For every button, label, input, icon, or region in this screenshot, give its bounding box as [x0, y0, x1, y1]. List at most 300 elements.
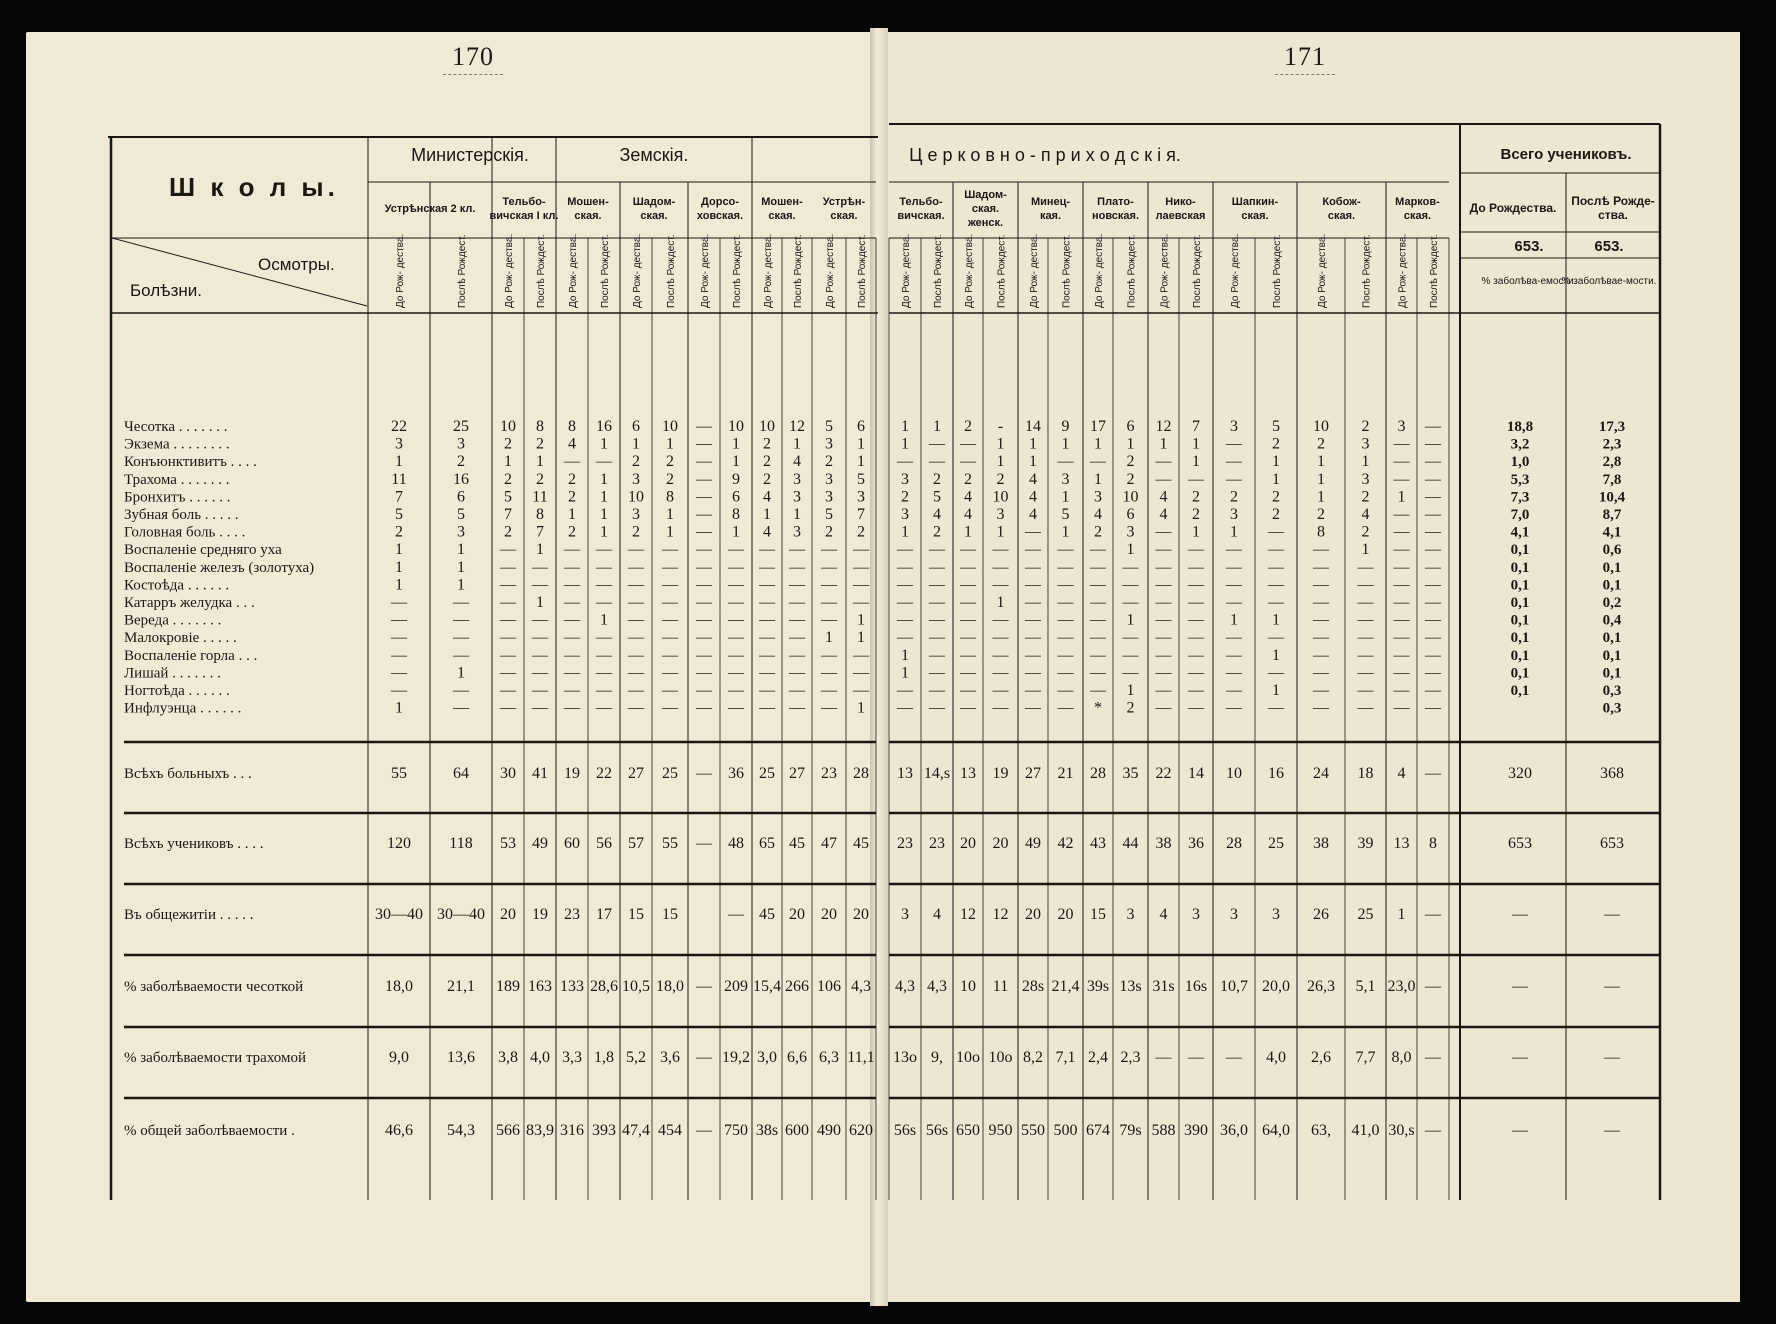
- disease-value: 3: [825, 435, 833, 453]
- disease-value: 22: [391, 418, 407, 435]
- disease-value: 3: [825, 470, 833, 488]
- disease-value: —: [1188, 664, 1204, 682]
- total-pupils-before: 653.: [1514, 238, 1544, 255]
- summary-value: 13,6: [447, 1049, 475, 1066]
- disease-total: 2,3: [1602, 436, 1622, 453]
- disease-value: —: [696, 699, 712, 717]
- disease-value: 2: [964, 418, 972, 435]
- summary-value: 3: [1192, 906, 1200, 923]
- sub-header: Послѣ Рождест.: [1361, 234, 1373, 308]
- disease-value: —: [960, 664, 976, 682]
- sub-header: Послѣ Рождест.: [1272, 234, 1283, 308]
- disease-value: 11: [391, 470, 407, 488]
- disease-total: 7,3: [1510, 489, 1530, 506]
- disease-value: —: [1057, 558, 1074, 576]
- disease-value: —: [929, 682, 945, 699]
- summary-value: —: [1425, 1122, 1441, 1139]
- disease-value: —: [696, 523, 712, 541]
- disease-value: —: [1425, 470, 1441, 488]
- disease-value: 2: [568, 470, 576, 488]
- disease-value: —: [789, 682, 805, 699]
- disease-value: 5: [933, 488, 941, 506]
- disease-value: —: [696, 541, 712, 559]
- disease-value: —: [500, 699, 516, 717]
- disease-value: —: [1425, 418, 1441, 435]
- disease-name: Экзема . . . . . . . .: [124, 436, 230, 453]
- summary-total: —: [1512, 1122, 1528, 1139]
- summary-total: —: [1604, 1122, 1620, 1139]
- disease-value: 2: [536, 435, 544, 453]
- summary-value: 4,3: [851, 978, 871, 995]
- disease-value: —: [696, 629, 712, 647]
- disease-value: —: [929, 576, 945, 594]
- summary-value: 11,1: [847, 1049, 875, 1066]
- disease-name: Лишай . . . . . . .: [124, 665, 221, 682]
- summary-value: 45: [789, 835, 805, 852]
- summary-value: —: [728, 906, 744, 923]
- disease-value: 2: [666, 453, 674, 471]
- disease-value: —: [1357, 629, 1374, 647]
- disease-value: 2: [996, 470, 1005, 488]
- summary-total: —: [1512, 978, 1528, 995]
- disease-value: —: [1425, 558, 1441, 576]
- disease-value: —: [662, 664, 678, 682]
- summary-value: 8,2: [1023, 1049, 1043, 1066]
- disease-value: 1: [793, 506, 801, 523]
- disease-value: 1: [964, 523, 972, 541]
- disease-value: 3: [996, 506, 1005, 523]
- disease-value: —: [929, 646, 945, 664]
- osmotry-label: Осмотры.: [258, 255, 335, 274]
- summary-value: 30—40: [375, 906, 423, 923]
- disease-total: 0,6: [1602, 542, 1622, 559]
- summary-value: 25: [1357, 906, 1374, 923]
- disease-value: —: [1090, 646, 1106, 664]
- disease-value: 2: [1272, 506, 1280, 523]
- disease-value: 7: [857, 506, 865, 523]
- summary-value: 27: [1025, 765, 1041, 782]
- summary-value: 20: [992, 835, 1009, 852]
- disease-name: Чесотка . . . . . . .: [124, 419, 228, 435]
- disease-total: 0,1: [1510, 542, 1530, 559]
- summary-value: 42: [1057, 835, 1074, 852]
- disease-value: —: [1313, 646, 1329, 664]
- disease-value: —: [696, 453, 712, 471]
- disease-value: 1: [666, 523, 674, 541]
- disease-value: 4: [793, 453, 801, 471]
- disease-value: —: [564, 646, 580, 664]
- group-parish: Ц е р к о в н о - п р и х о д с к i я.: [909, 145, 1181, 165]
- school-name: новская.: [1091, 210, 1140, 222]
- summary-total: 653: [1600, 835, 1624, 852]
- school-name: До Рождества.: [1469, 201, 1557, 215]
- summary-value: 49: [1025, 835, 1041, 852]
- disease-value: 1: [901, 418, 909, 435]
- summary-value: 20: [960, 835, 976, 852]
- disease-value: 1: [1126, 682, 1135, 699]
- disease-value: —: [1313, 611, 1329, 629]
- disease-value: 2: [1126, 699, 1135, 717]
- disease-value: —: [628, 611, 644, 629]
- sub-header: До Рож- дества.: [504, 233, 515, 308]
- disease-value: 10: [1313, 418, 1329, 435]
- summary-value: 21,4: [1051, 978, 1080, 995]
- disease-value: —: [628, 594, 644, 611]
- summary-value: 189: [496, 978, 520, 995]
- summary-name: % заболѣваемости трахомой: [124, 1050, 307, 1066]
- sub-header: Послѣ Рождест.: [666, 234, 677, 308]
- disease-value: —: [960, 594, 976, 611]
- disease-name: Катарръ желудка . . .: [124, 595, 255, 611]
- sub-header: До Рож- дества.: [568, 233, 579, 308]
- summary-value: 49: [532, 835, 548, 852]
- disease-value: 1: [457, 664, 465, 682]
- disease-value: —: [391, 611, 407, 629]
- sub-header: До Рож- дества.: [763, 233, 774, 308]
- total-pupils-after: 653.: [1594, 238, 1624, 255]
- disease-value: —: [1188, 699, 1204, 717]
- disease-value: 1: [536, 541, 544, 559]
- summary-value: 39s: [1086, 978, 1110, 995]
- disease-value: 10: [728, 418, 744, 435]
- disease-value: —: [929, 594, 945, 611]
- summary-value: 3,0: [757, 1049, 777, 1066]
- disease-total: 8,7: [1602, 507, 1622, 523]
- disease-value: —: [1188, 682, 1204, 699]
- disease-value: 2: [857, 523, 865, 541]
- disease-value: —: [564, 576, 580, 594]
- disease-value: —: [1090, 611, 1106, 629]
- disease-value: —: [992, 664, 1009, 682]
- summary-value: 13: [897, 765, 913, 782]
- disease-value: —: [1090, 541, 1106, 559]
- disease-value: 2: [763, 435, 771, 453]
- disease-value: —: [564, 629, 580, 647]
- disease-value: —: [821, 576, 837, 594]
- summary-value: —: [1226, 1049, 1242, 1066]
- disease-value: —: [759, 629, 775, 647]
- summary-value: 750: [724, 1122, 748, 1139]
- disease-value: 1: [901, 664, 909, 682]
- disease-total: 10,4: [1598, 489, 1626, 506]
- summary-value: 6,3: [819, 1049, 839, 1066]
- summary-value: 28,6: [590, 978, 618, 995]
- disease-value: 1: [600, 611, 608, 629]
- disease-value: —: [696, 682, 712, 699]
- disease-value: 1: [1094, 470, 1102, 488]
- disease-value: 9: [1061, 418, 1070, 435]
- disease-value: 1: [600, 435, 608, 453]
- disease-value: —: [1188, 594, 1204, 611]
- disease-value: 1: [933, 418, 941, 435]
- summary-name: Всѣхъ больныхъ . . .: [124, 766, 252, 782]
- disease-value: —: [821, 664, 837, 682]
- disease-value: —: [391, 646, 407, 664]
- summary-value: 79s: [1119, 1122, 1142, 1139]
- disease-value: —: [728, 629, 744, 647]
- disease-value: —: [1268, 541, 1284, 559]
- disease-value: —: [1226, 435, 1242, 453]
- summary-value: 22: [1155, 765, 1172, 782]
- disease-value: —: [728, 576, 744, 594]
- summary-value: 7,1: [1055, 1049, 1076, 1066]
- school-name: ховская.: [696, 210, 744, 222]
- summary-value: 22: [596, 765, 612, 782]
- disease-value: —: [1188, 629, 1204, 647]
- disease-value: 1: [1317, 453, 1325, 471]
- disease-value: —: [1090, 576, 1106, 594]
- disease-value: —: [1425, 488, 1441, 506]
- summary-value: 36: [728, 765, 744, 782]
- disease-value: —: [897, 558, 913, 576]
- summary-value: 45: [759, 906, 775, 923]
- summary-value: 163: [528, 978, 552, 995]
- summary-value: 13: [1393, 835, 1410, 852]
- summary-value: 3,6: [660, 1049, 680, 1066]
- disease-total: 3,2: [1510, 436, 1530, 453]
- disease-value: 2: [933, 523, 941, 541]
- summary-value: 20: [789, 906, 805, 923]
- summary-value: 11: [992, 978, 1009, 995]
- disease-value: —: [1313, 541, 1329, 559]
- disease-value: —: [897, 576, 913, 594]
- summary-value: 26: [1313, 906, 1329, 923]
- disease-value: 4: [1029, 506, 1037, 523]
- disease-value: —: [1268, 699, 1284, 717]
- summary-value: 2,3: [1120, 1049, 1141, 1066]
- disease-value: 4: [1029, 470, 1037, 488]
- summary-value: 266: [785, 978, 809, 995]
- pct-label-after: % заболѣвае-мости.: [1561, 276, 1657, 287]
- disease-value: —: [596, 699, 612, 717]
- school-name: Кобож-: [1322, 196, 1361, 208]
- summary-value: 45: [853, 835, 869, 852]
- summary-total: —: [1512, 906, 1528, 923]
- disease-value: —: [1393, 558, 1410, 576]
- disease-value: 17: [1090, 418, 1106, 435]
- disease-value: —: [696, 594, 712, 611]
- group-zemsky: Земскiя.: [619, 145, 689, 165]
- disease-value: —: [1122, 594, 1139, 611]
- disease-value: 3: [1361, 435, 1370, 453]
- disease-value: 4: [1159, 488, 1168, 506]
- summary-value: 120: [387, 835, 411, 852]
- column-subheaders: [395, 234, 1440, 308]
- disease-value: 8: [536, 506, 544, 523]
- disease-value: —: [960, 646, 976, 664]
- disease-value: —: [821, 682, 837, 699]
- summary-value: 23: [897, 835, 913, 852]
- disease-value: 10: [500, 418, 516, 435]
- table-body: [124, 418, 1626, 1139]
- summary-value: 2,4: [1088, 1049, 1108, 1066]
- summary-value: 20: [1025, 906, 1041, 923]
- summary-value: 47: [821, 835, 837, 852]
- disease-value: 1: [1272, 611, 1280, 629]
- disease-value: —: [1393, 523, 1410, 541]
- disease-total: 0,1: [1602, 559, 1622, 576]
- summary-value: —: [1155, 1049, 1172, 1066]
- disease-value: 8: [666, 488, 674, 506]
- disease-value: —: [1425, 523, 1441, 541]
- disease-name: Трахома . . . . . . .: [124, 471, 230, 488]
- disease-value: —: [1226, 646, 1242, 664]
- disease-value: —: [1425, 435, 1441, 453]
- disease-value: —: [1025, 541, 1041, 559]
- disease-value: 4: [964, 506, 972, 523]
- disease-value: 5: [1061, 506, 1070, 523]
- disease-value: 10: [662, 418, 678, 435]
- school-name: ская.: [830, 210, 858, 222]
- disease-value: —: [821, 611, 837, 629]
- disease-value: 3: [1361, 470, 1370, 488]
- pct-label-before: % заболѣва-емости.: [1481, 276, 1577, 287]
- disease-value: 3: [1397, 418, 1406, 435]
- disease-value: 1: [1317, 470, 1325, 488]
- school-name: вичская.: [897, 210, 945, 222]
- disease-value: —: [1268, 576, 1284, 594]
- summary-value: 16: [1268, 765, 1284, 782]
- disease-value: —: [1025, 594, 1041, 611]
- disease-value: 1: [1126, 435, 1135, 453]
- disease-value: —: [759, 611, 775, 629]
- summary-value: 64,0: [1262, 1122, 1290, 1139]
- disease-value: —: [1057, 629, 1074, 647]
- disease-value: —: [1393, 576, 1410, 594]
- disease-value: 1: [1126, 611, 1135, 629]
- disease-value: 5: [825, 418, 833, 435]
- disease-value: 16: [596, 418, 612, 435]
- disease-value: 2: [457, 453, 465, 471]
- sub-header: Послѣ Рождест.: [1061, 234, 1073, 308]
- disease-value: —: [696, 506, 712, 523]
- summary-value: 28: [1226, 835, 1242, 852]
- disease-value: —: [1188, 646, 1204, 664]
- disease-value: 1: [1230, 611, 1238, 629]
- disease-value: —: [759, 682, 775, 699]
- disease-value: 1: [901, 523, 909, 541]
- disease-value: —: [728, 664, 744, 682]
- disease-value: —: [960, 435, 976, 453]
- summary-value: 38: [1155, 835, 1172, 852]
- disease-value: 2: [825, 523, 833, 541]
- disease-value: —: [929, 541, 945, 559]
- disease-value: —: [929, 699, 945, 717]
- disease-value: —: [992, 646, 1009, 664]
- disease-value: —: [564, 664, 580, 682]
- school-name: ская.: [1327, 210, 1356, 222]
- disease-value: —: [391, 629, 407, 647]
- disease-value: —: [929, 611, 945, 629]
- disease-value: —: [1357, 611, 1374, 629]
- sub-header: Послѣ Рождест.: [732, 234, 743, 308]
- disease-value: 3: [857, 488, 865, 506]
- disease-value: 10: [992, 488, 1009, 506]
- disease-value: —: [564, 453, 580, 471]
- disease-value: —: [897, 611, 913, 629]
- disease-value: 3: [1126, 523, 1135, 541]
- disease-value: —: [789, 611, 805, 629]
- disease-value: —: [728, 541, 744, 559]
- disease-value: 7: [536, 523, 544, 541]
- disease-value: 16: [453, 470, 469, 488]
- page-number-left: 170: [413, 42, 533, 75]
- summary-value: 25: [1268, 835, 1284, 852]
- disease-value: 10: [759, 418, 775, 435]
- disease-value: —: [759, 541, 775, 559]
- summary-value: 9,0: [389, 1049, 409, 1066]
- disease-value: —: [1226, 629, 1242, 647]
- summary-total: 653: [1508, 835, 1532, 852]
- disease-value: —: [1155, 699, 1172, 717]
- disease-value: 2: [504, 470, 512, 488]
- disease-value: —: [453, 629, 469, 647]
- school-name: Плато-: [1097, 196, 1134, 208]
- disease-value: —: [1025, 611, 1041, 629]
- disease-value: —: [853, 541, 869, 559]
- disease-value: —: [662, 611, 678, 629]
- disease-value: —: [1155, 611, 1172, 629]
- disease-value: —: [1393, 435, 1410, 453]
- disease-value: 1: [732, 523, 740, 541]
- disease-value: —: [1313, 682, 1329, 699]
- disease-total: 4,1: [1602, 524, 1622, 541]
- disease-value: 3: [1230, 506, 1238, 523]
- disease-value: —: [1057, 611, 1074, 629]
- summary-value: 46,6: [385, 1122, 413, 1139]
- summary-value: 21,1: [447, 978, 475, 995]
- disease-value: —: [1226, 453, 1242, 471]
- summary-value: —: [696, 1122, 712, 1139]
- summary-value: 27: [789, 765, 805, 782]
- sub-header: Послѣ Рождест.: [996, 234, 1008, 308]
- disease-value: —: [1090, 453, 1106, 471]
- disease-value: 4: [763, 488, 771, 506]
- disease-value: 3: [825, 488, 833, 506]
- disease-value: 4: [763, 523, 771, 541]
- disease-value: —: [759, 558, 775, 576]
- disease-value: —: [564, 594, 580, 611]
- disease-value: 7: [1192, 418, 1200, 435]
- summary-value: 63,: [1311, 1122, 1331, 1139]
- disease-value: —: [453, 699, 469, 717]
- disease-total: 0,1: [1510, 683, 1530, 699]
- disease-value: —: [1226, 470, 1242, 488]
- disease-value: —: [1393, 611, 1410, 629]
- summary-value: 38: [1313, 835, 1329, 852]
- disease-value: 1: [1094, 435, 1102, 453]
- disease-value: —: [1268, 594, 1284, 611]
- summary-value: 18: [1357, 765, 1374, 782]
- disease-value: —: [789, 541, 805, 559]
- disease-name: Вереда . . . . . . .: [124, 612, 222, 629]
- disease-value: —: [1188, 470, 1204, 488]
- sub-header: Послѣ Рождест.: [457, 234, 468, 308]
- disease-value: —: [596, 646, 612, 664]
- disease-name: Костоѣда . . . . . .: [124, 577, 230, 594]
- disease-value: 1: [1192, 453, 1200, 471]
- disease-value: 1: [901, 646, 909, 664]
- summary-value: 1,8: [594, 1049, 614, 1066]
- disease-name: Воспаленiе средняго уха: [124, 542, 282, 559]
- disease-value: —: [728, 699, 744, 717]
- summary-value: 18,0: [656, 978, 684, 995]
- summary-value: 3: [1230, 906, 1238, 923]
- disease-value: —: [1090, 558, 1106, 576]
- disease-value: 1: [504, 453, 512, 471]
- disease-value: —: [1025, 523, 1041, 541]
- summary-value: 15,4: [753, 978, 781, 995]
